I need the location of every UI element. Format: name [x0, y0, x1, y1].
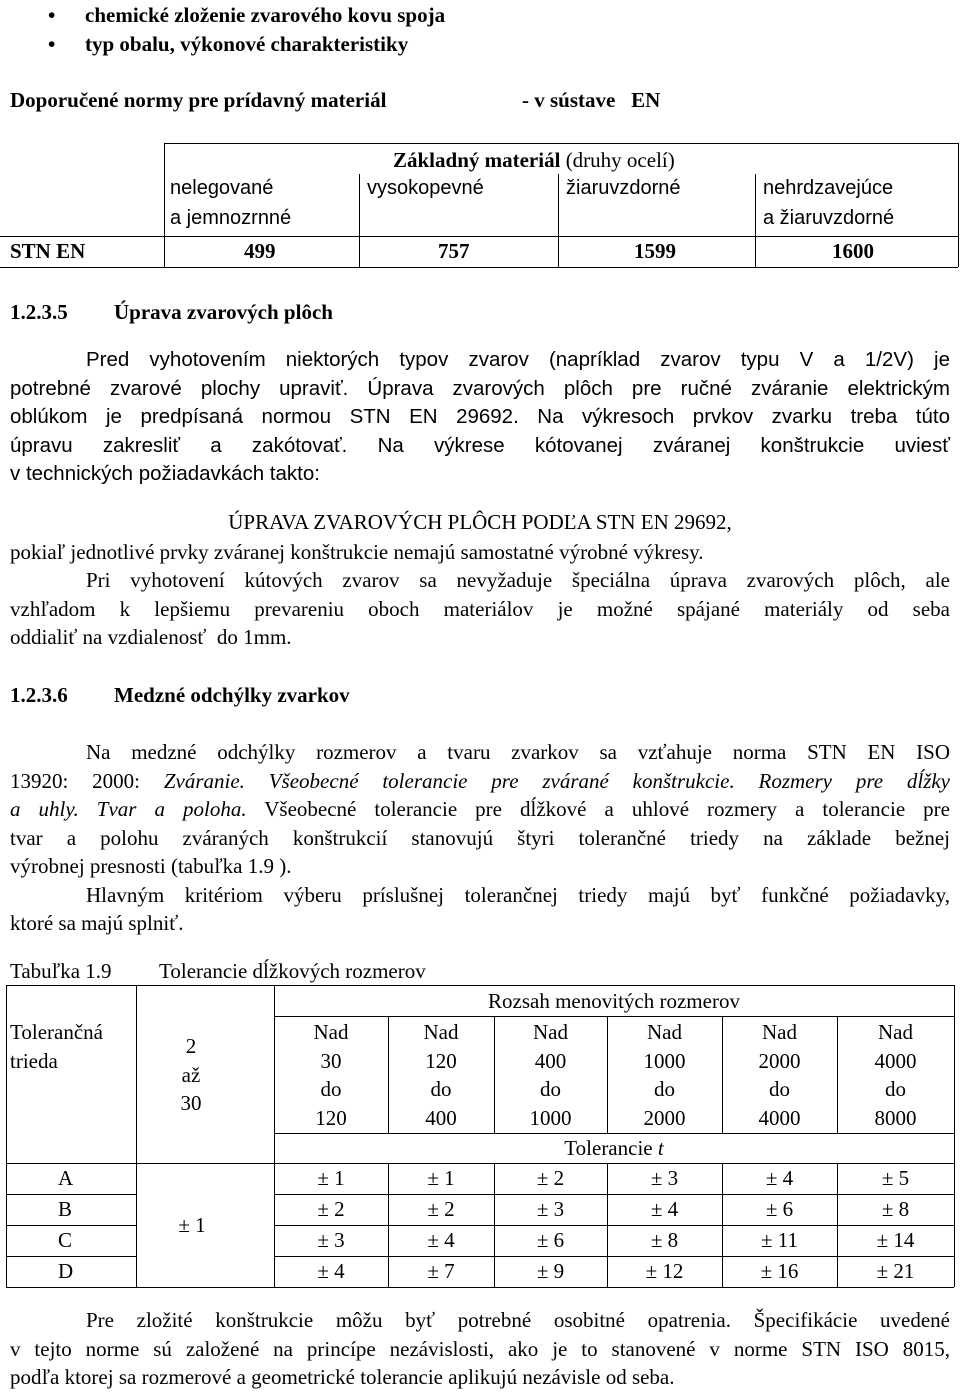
table-cell: ± 2: [427, 1197, 455, 1221]
range-header-cell: Nad 120 do 400: [423, 1020, 459, 1130]
callout-followup: pokiaľ jednotlivé prvky zváranej konštrukcie nemajú samostatné výrobné výkresy.: [10, 540, 704, 564]
table-cell: ± 2: [317, 1197, 345, 1221]
section-paragraph: Pred vyhotovením niektorých typov zvarov (napríklad zvarov typu V a 1/2V) je potrebné zvarové plochy upraviť. Úprava zvarových plôch pre ručné zváranie elektrickým oblúkom je predpísaná normou STN EN 29692. Na výkresoch prvkov zvarku treba túto úpravu zakresliť a zakótovať. Na výkrese kótovanej zváranej konštrukcie uviesť v technických požiadavkách takto:: [10, 348, 950, 485]
section-title: Medzné odchýlky zvarkov: [114, 683, 350, 707]
table-cell: ± 3: [317, 1228, 345, 1252]
column-header: nehrdzavejúce: [763, 177, 894, 199]
table-cell: ± 4: [650, 1197, 679, 1221]
table-cell: ± 9: [536, 1259, 565, 1283]
table-cell: ± 8: [881, 1197, 910, 1221]
range-header-cell: Nad 2000 do 4000: [758, 1020, 801, 1130]
class-label: C: [58, 1228, 73, 1252]
table-cell: ± 21: [876, 1259, 915, 1283]
table-cell: ± 3: [650, 1166, 679, 1190]
bullet-item: chemické zloženie zvarového kovu spoja: [85, 3, 446, 27]
table-cell: ± 5: [881, 1166, 910, 1190]
column-header: a žiaruvzdorné: [763, 207, 895, 229]
row-label: STN EN: [10, 239, 86, 263]
range-header-cell: Nad 30 do 120: [313, 1020, 349, 1130]
table-cell: ± 16: [760, 1259, 799, 1283]
table-cell: ± 1: [427, 1166, 455, 1190]
tolerance-table: [6, 985, 954, 1287]
class-label: D: [58, 1259, 74, 1283]
range-header-cell: Nad 400 do 1000: [529, 1020, 572, 1130]
section-title: Úprava zvarových plôch: [114, 300, 333, 324]
table-cell: ± 7: [427, 1259, 455, 1283]
bullet-list: [0, 0, 960, 60]
table-cell: ± 6: [536, 1228, 565, 1252]
bullet-marker: •: [48, 32, 56, 56]
class-header: Tolerančná trieda: [10, 1020, 103, 1073]
table-cell: ± 4: [427, 1228, 455, 1252]
base-material-title: Základný materiál (druhy ocelí): [393, 148, 675, 172]
table-cell: ± 4: [765, 1166, 794, 1190]
standards-heading: Doporučené normy pre prídavný materiál: [10, 88, 387, 112]
bullet-item: typ obalu, výkonové charakteristiky: [85, 32, 409, 56]
standard-value: 499: [244, 239, 276, 263]
section-paragraph: Na medzné odchýlky rozmerov a tvaru zvarkov sa vzťahuje norma STN EN ISO 13920: 2000: Zváranie. Všeobecné tolerancie pre zvárané konštrukcie. Rozmery pre dĺžky a uhly. Tvar a poloha. Všeobecné tolerancie pre dĺžkové a uhlové rozmery a tolerancie pre tvar a polohu zváraných konštrukcií stanovujú štyri tolerančné triedy na základe bežnej výrobnej presnosti (tabuľka 1.9 ). Hlavným kritériom výberu príslušnej tolerančnej triedy majú byť funkčné požiadavky, ktoré sa majú splniť.: [10, 740, 951, 935]
range-header-cell: Nad 1000 do 2000: [643, 1020, 686, 1130]
class-label: A: [58, 1166, 74, 1190]
table-cell: ± 8: [650, 1228, 679, 1252]
table-cell: ± 3: [536, 1197, 565, 1221]
table-cell: ± 6: [765, 1197, 794, 1221]
table-caption-label: Tabuľka 1.9: [10, 959, 112, 983]
bullet-marker: •: [48, 3, 56, 27]
table-cell: ± 14: [876, 1228, 915, 1252]
table-cell: ± 1: [317, 1166, 345, 1190]
tolerance-header: Tolerancie t: [564, 1136, 664, 1160]
column-header: žiaruvzdorné: [566, 177, 681, 199]
standards-system: - v sústave EN: [522, 88, 661, 112]
range-header-cell: 2 až 30: [180, 1034, 202, 1115]
table-cell: ± 12: [645, 1259, 684, 1283]
base-material-table: [0, 143, 958, 267]
standard-value: 757: [438, 239, 470, 263]
table-caption-title: Tolerancie dĺžkových rozmerov: [159, 959, 426, 983]
standard-value: 1599: [634, 239, 676, 263]
standard-value: 1600: [832, 239, 874, 263]
section-number: 1.2.3.5: [10, 300, 68, 324]
callout-text: ÚPRAVA ZVAROVÝCH PLÔCH PODĽA STN EN 29692,: [228, 510, 732, 534]
footer-paragraph: Pre zložité konštrukcie môžu byť potrebné osobitné opatrenia. Špecifikácie uvedené v tejto norme sú založené na princípe nezávislosti, ako je to stanovené v norme STN ISO 8015, podľa ktorej sa rozmerové a geometrické tolerancie aplikujú nezávisle od seba.: [10, 1308, 950, 1389]
range-header: Rozsah menovitých rozmerov: [488, 989, 740, 1013]
table-cell: ± 4: [317, 1259, 345, 1283]
table-cell: ± 11: [761, 1228, 798, 1252]
column-header: vysokopevné: [367, 177, 484, 199]
class-label: B: [58, 1197, 73, 1221]
table-cell: ± 2: [536, 1166, 565, 1190]
table-cell: ± 1: [178, 1213, 206, 1237]
column-header: nelegované: [170, 177, 274, 199]
range-header-cell: Nad 4000 do 8000: [874, 1020, 917, 1130]
section-paragraph: Pri vyhotovení kútových zvarov sa nevyžaduje špeciálna úprava zvarových plôch, ale vzhľadom k lepšiemu prevareniu oboch materiálov je možné spájané materiály od seba oddialiť na vzdialenosť do 1mm.: [10, 568, 950, 649]
column-header: a jemnozrnné: [170, 207, 292, 229]
section-number: 1.2.3.6: [10, 683, 68, 707]
